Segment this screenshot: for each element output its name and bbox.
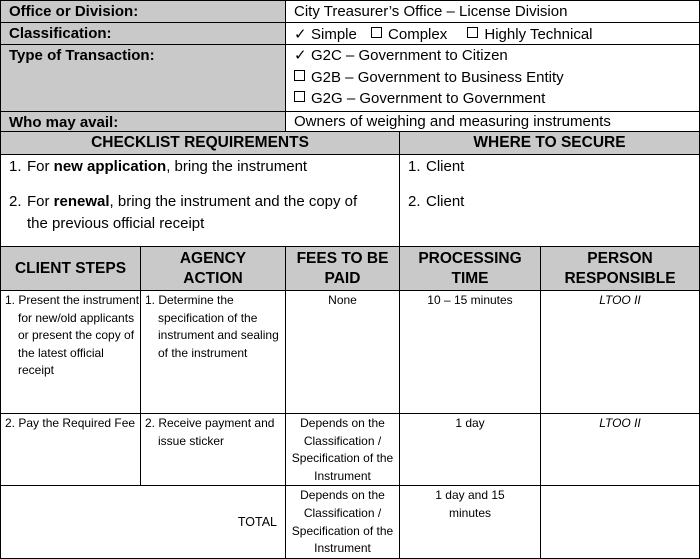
requirement-item-1 — [1, 155, 399, 178]
classification-complex-label: Complex — [388, 26, 448, 43]
agency-action-header — [141, 247, 286, 291]
classification-simple-label: Simple — [311, 26, 357, 43]
who-may-avail-label: Who may avail: — [1, 112, 286, 133]
requirement-emphasis: new application — [53, 158, 167, 175]
total-row — [1, 486, 700, 558]
header-line: PERSON — [587, 249, 653, 267]
client-steps-header: CLIENT STEPS — [1, 247, 141, 291]
processing-time-header — [400, 247, 541, 291]
where-to-secure-cell — [400, 155, 700, 247]
transaction-type-label: Type of Transaction: — [1, 45, 286, 112]
office-label: Office or Division: — [1, 1, 286, 23]
empty-checkbox-icon — [467, 27, 478, 38]
table-row — [1, 291, 700, 414]
fees-cell — [286, 291, 400, 414]
header-line: FEES TO BE — [296, 249, 389, 267]
requirement-text: For — [27, 158, 54, 175]
requirement-number: 2. — [9, 193, 22, 210]
client-step-cell — [1, 414, 141, 486]
where-number: 1. — [408, 158, 421, 175]
classification-highly-technical — [467, 26, 592, 43]
table-row — [1, 414, 700, 486]
total-label: TOTAL — [1, 486, 286, 558]
fees-text: None — [328, 293, 357, 307]
empty-checkbox-icon — [371, 27, 382, 38]
header-line: RESPONSIBLE — [564, 269, 676, 287]
transaction-g2c — [286, 45, 699, 67]
total-fees-text: Depends on the Classification / Specification of the Instrument — [291, 488, 394, 556]
requirement-text-continued: the previous official receipt — [27, 215, 205, 232]
processing-time-text: 10 – 15 minutes — [427, 293, 513, 307]
where-item-2 — [400, 190, 699, 213]
process-steps-table — [0, 246, 700, 559]
classification-label: Classification: — [1, 23, 286, 45]
transaction-g2c-label: G2C – Government to Citizen — [311, 47, 508, 64]
header-line: PAID — [324, 269, 361, 287]
person-responsible-cell — [541, 414, 700, 486]
where-to-secure-header: WHERE TO SECURE — [400, 132, 700, 155]
agency-action-text: 1. Determine the specification of the instrument and sealing of the instrument — [145, 293, 279, 360]
total-fees-cell — [286, 486, 400, 558]
transaction-g2g-label: G2G – Government to Government — [311, 90, 546, 107]
empty-checkbox-icon — [294, 91, 305, 102]
office-value: City Treasurer’s Office – License Division — [286, 1, 700, 23]
transaction-g2g — [286, 88, 699, 110]
processing-time-cell — [400, 414, 541, 486]
checkmark-icon: ✓ — [294, 26, 307, 43]
total-time-text: 1 day and 15 minutes — [435, 488, 505, 520]
requirement-item-2 — [1, 190, 399, 235]
client-step-text: 2. Pay the Required Fee — [5, 416, 136, 430]
client-step-text: 1. Present the instrument for new/old applicants or present the copy of the latest official receipt — [5, 293, 140, 378]
classification-options — [286, 23, 700, 45]
processing-time-cell — [400, 291, 541, 414]
checklist-table — [0, 131, 700, 247]
header-line: ACTION — [183, 269, 243, 287]
transaction-g2b — [286, 67, 699, 89]
processing-time-text: 1 day — [455, 416, 485, 430]
requirement-text: For — [27, 193, 54, 210]
person-responsible-text: LTOO II — [599, 416, 641, 430]
service-info-table — [0, 0, 700, 133]
fees-text: Depends on the Classification / Specification of the Instrument — [291, 416, 394, 483]
where-item-1 — [400, 155, 699, 178]
requirement-emphasis: renewal — [53, 193, 110, 210]
requirement-text: , bring the instrument and the copy of — [109, 193, 358, 210]
agency-action-cell — [141, 291, 286, 414]
requirements-cell — [1, 155, 400, 247]
fees-cell — [286, 414, 400, 486]
who-may-avail-value: Owners of weighing and measuring instruments — [286, 112, 700, 133]
agency-action-cell — [141, 414, 286, 486]
transaction-type-options — [286, 45, 700, 112]
person-responsible-text: LTOO II — [599, 293, 641, 307]
fees-header — [286, 247, 400, 291]
classification-simple — [294, 26, 357, 43]
checklist-requirements-header: CHECKLIST REQUIREMENTS — [1, 132, 400, 155]
where-text: Client — [426, 158, 465, 175]
checkmark-icon: ✓ — [294, 47, 307, 64]
classification-complex — [371, 26, 447, 43]
client-step-cell — [1, 291, 141, 414]
header-line: PROCESSING — [418, 249, 522, 267]
header-line: TIME — [451, 269, 489, 287]
empty-checkbox-icon — [294, 70, 305, 81]
header-line: AGENCY — [179, 249, 247, 267]
where-number: 2. — [408, 193, 421, 210]
agency-action-text: 2. Receive payment and issue sticker — [145, 416, 275, 448]
requirement-number: 1. — [9, 158, 22, 175]
total-time-cell — [400, 486, 541, 558]
classification-highly-technical-label: Highly Technical — [484, 26, 593, 43]
person-responsible-cell — [541, 291, 700, 414]
transaction-g2b-label: G2B – Government to Business Entity — [311, 68, 564, 86]
where-text: Client — [426, 193, 465, 210]
total-person-cell — [541, 486, 700, 558]
requirement-text: , bring the instrument — [166, 158, 308, 175]
person-responsible-header — [541, 247, 700, 291]
